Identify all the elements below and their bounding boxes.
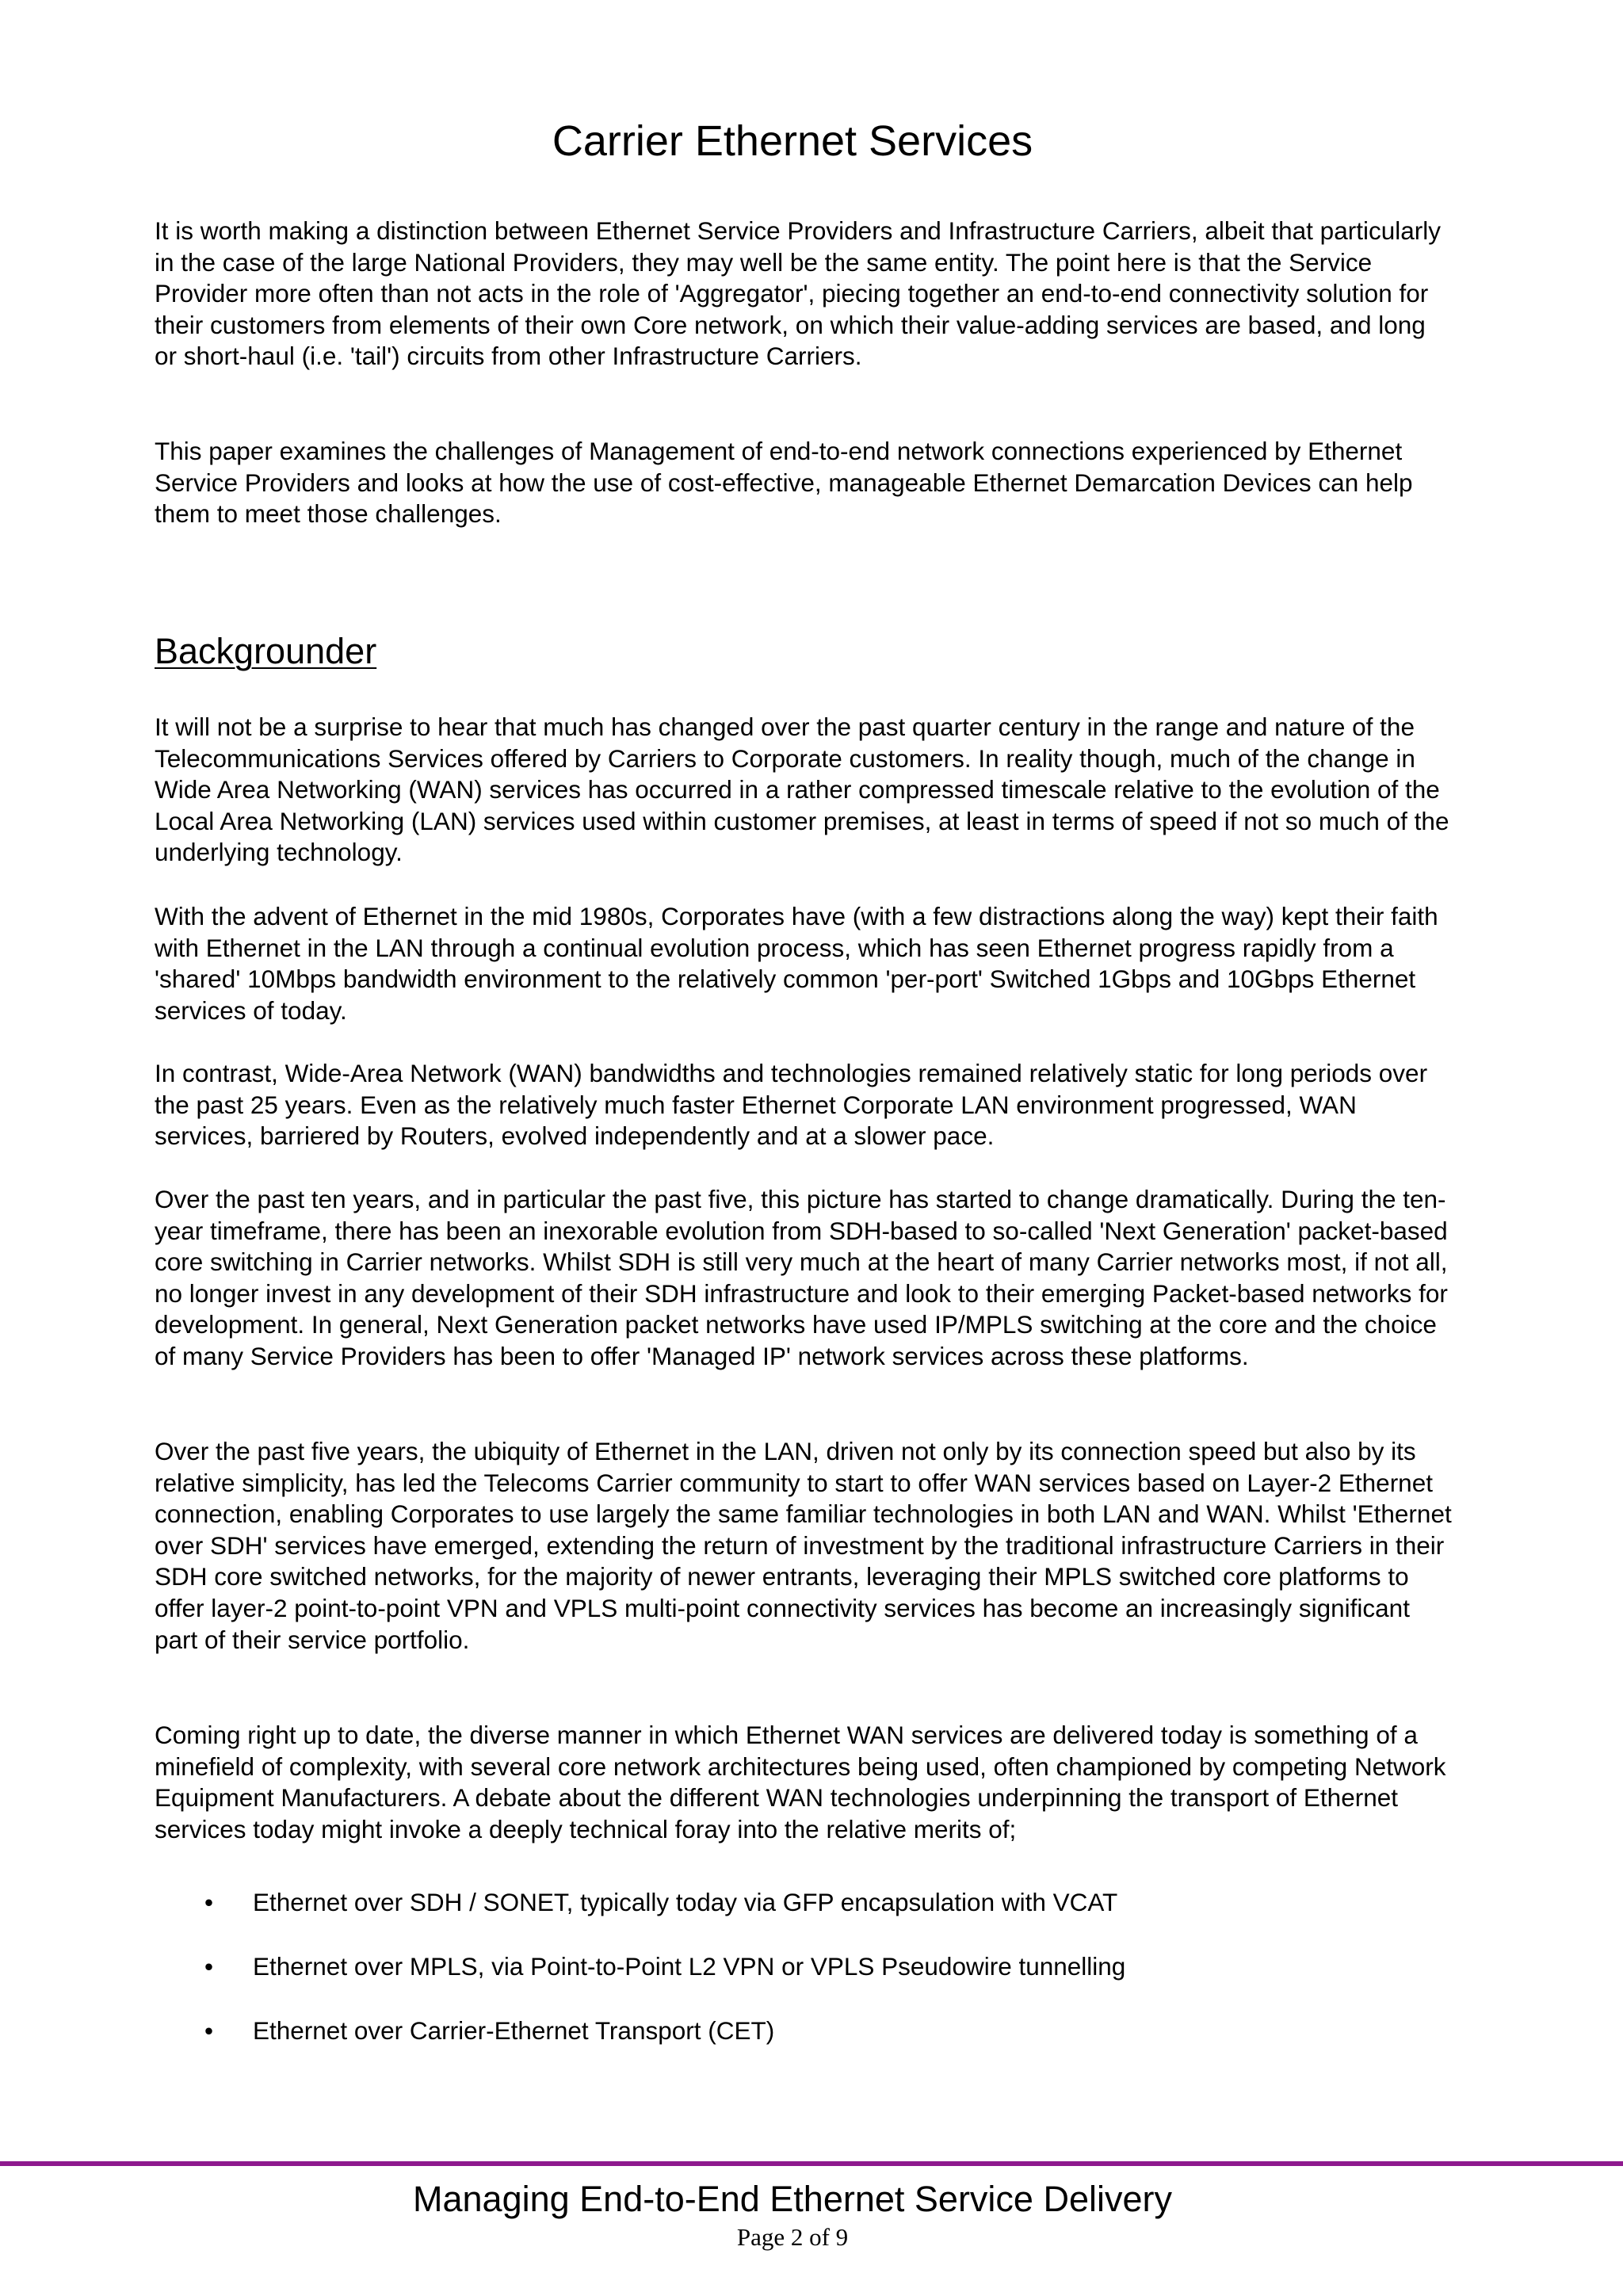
footer-divider <box>0 2161 1623 2166</box>
bullet-icon: • <box>204 2016 214 2045</box>
bullet-list <box>155 1886 1454 2079</box>
page-number: Page 2 of 9 <box>736 2223 849 2251</box>
list-item <box>155 1886 1454 1918</box>
list-item-text: Ethernet over MPLS, via Point-to-Point L2 VPN or VPLS Pseudowire tunnelling <box>253 1952 1126 1981</box>
bullet-icon: • <box>204 1888 214 1916</box>
list-item <box>155 2015 1454 2046</box>
intro-paragraph-1: It is worth making a distinction between Ethernet Service Providers and Infrastructure Carriers, albeit that particularly in the case of the large National Providers, they may well be the same entity. The point here is that the Service Provider more often than not acts in the role of 'Aggregator', piecing together an end-to-end connectivity solution for their customers from elements of their own Core network, on which their value-adding services are based, and long or short-haul (i.e. 'tail') circuits from other Infrastructure Carriers. <box>155 216 1441 371</box>
body-paragraph-4: Over the past ten years, and in particular the past five, this picture has started to change dramatically. During the ten-year timeframe, there has been an inexorable evolution from SDH-based to so-called 'Next Generation' packet-based core switching in Carrier networks. Whilst SDH is still very much at the heart of many Carrier networks most, if not all, no longer invest in any development of their SDH infrastructure and look to their emerging Packet-based networks for development. In general, Next Generation packet networks have used IP/MPLS switching at the core and the choice of many Service Providers has been to offer 'Managed IP' network services across these platforms. <box>155 1185 1448 1370</box>
bullet-icon: • <box>204 1952 214 1981</box>
footer-title: Managing End-to-End Ethernet Service Delivery <box>413 2179 1172 2219</box>
list-item-text: Ethernet over SDH / SONET, typically today via GFP encapsulation with VCAT <box>253 1888 1118 1916</box>
page-title: Carrier Ethernet Services <box>552 117 1033 165</box>
body-paragraph-2: With the advent of Ethernet in the mid 1980s, Corporates have (with a few distractions along the way) kept their faith with Ethernet in the LAN through a continual evolution process, which has seen Ethernet progress rapidly from a 'shared' 10Mbps bandwidth environment to the relatively common 'per-port' Switched 1Gbps and 10Gbps Ethernet services of today. <box>155 902 1438 1025</box>
list-item <box>155 1950 1454 1982</box>
section-heading-backgrounder: Backgrounder <box>155 631 377 671</box>
body-paragraph-1: It will not be a surprise to hear that much has changed over the past quarter century in the range and nature of the Telecommunications Services offered by Carriers to Corporate customers. In reality though, much of the change in Wide Area Networking (WAN) services has occurred in a rather compressed timescale relative to the evolution of the Local Area Networking (LAN) services used within customer premises, at least in terms of speed if not so much of the underlying technology. <box>155 712 1449 867</box>
intro-paragraph-2: This paper examines the challenges of Management of end-to-end network connections experienced by Ethernet Service Providers and looks at how the use of cost-effective, manageable Ethernet Demarcation Devices can help them to meet those challenges. <box>155 437 1413 529</box>
list-item-text: Ethernet over Carrier-Ethernet Transport (CET) <box>253 2016 775 2045</box>
body-paragraph-5: Over the past five years, the ubiquity of Ethernet in the LAN, driven not only by its connection speed but also by its relative simplicity, has led the Telecoms Carrier community to start to offer WAN services based on Layer-2 Ethernet connection, enabling Corporates to use largely the same familiar technologies in both LAN and WAN. Whilst 'Ethernet over SDH' services have emerged, extending the return of investment by the traditional infrastructure Carriers in their SDH core switched networks, for the majority of newer entrants, leveraging their MPLS switched core platforms to offer layer-2 point-to-point VPN and VPLS multi-point connectivity services has become an increasingly significant part of their service portfolio. <box>155 1437 1452 1654</box>
body-paragraph-6: Coming right up to date, the diverse manner in which Ethernet WAN services are delivered today is something of a minefield of complexity, with several core network architectures being used, often championed by competing Network Equipment Manufacturers. A debate about the different WAN technologies underpinning the transport of Ethernet services today might invoke a deeply technical foray into the relative merits of; <box>155 1721 1446 1843</box>
body-paragraph-3: In contrast, Wide-Area Network (WAN) bandwidths and technologies remained relatively static for long periods over the past 25 years. Even as the relatively much faster Ethernet Corporate LAN environment progressed, WAN services, barriered by Routers, evolved independently and at a slower pace. <box>155 1059 1428 1151</box>
